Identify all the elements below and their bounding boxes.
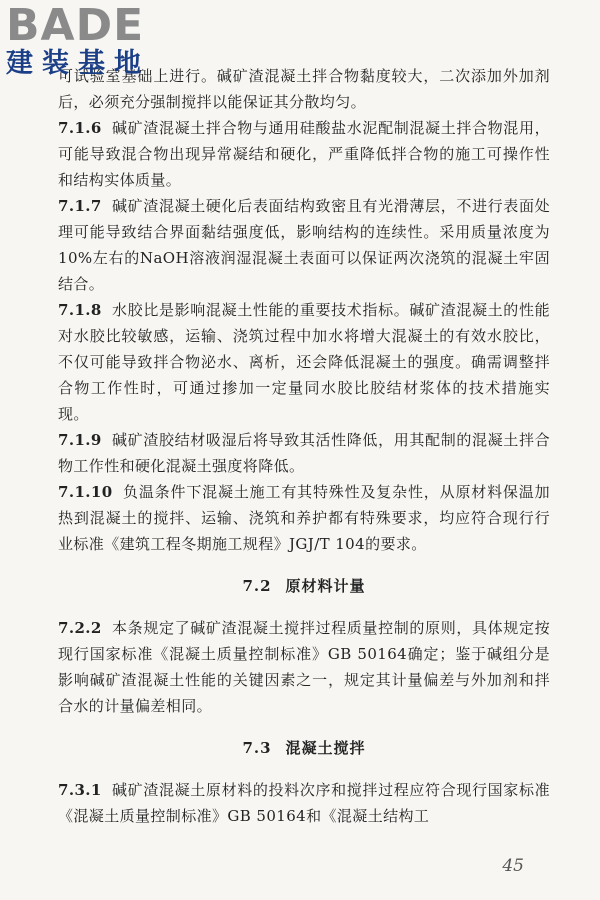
clause-number: 7.3.1 [58, 781, 102, 799]
clause-number: 7.1.8 [58, 301, 102, 319]
clause-number: 7.2.2 [58, 619, 102, 637]
page-number: 45 [502, 856, 524, 876]
clause-number: 7.1.6 [58, 119, 102, 137]
section-title: 混凝土搅拌 [285, 739, 366, 757]
paragraph-text: 可试验室基础上进行。碱矿渣混凝土拌合物黏度较大，二次添加外加剂后，必须充分强制搅拌以能保证其分散均匀。 [58, 67, 550, 111]
watermark-logo-text: BADE [6, 0, 145, 51]
clause-7-1-10 [58, 479, 550, 557]
section-heading-7-3 [58, 735, 550, 761]
clause-7-3-1 [58, 777, 550, 829]
section-heading-7-2 [58, 573, 550, 599]
clause-text: 负温条件下混凝土施工有其特殊性及复杂性，从原材料保温加热到混凝土的搅拌、运输、浇筑和养护都有特殊要求，均应符合现行行业标准《建筑工程冬期施工规程》JGJ/T 104的要求。 [58, 483, 550, 553]
clause-number: 7.1.7 [58, 197, 102, 215]
clause-text: 碱矿渣混凝土硬化后表面结构致密且有光滑薄层，不进行表面处理可能导致结合界面黏结强度低，影响结构的连续性。采用质量浓度为10%左右的NaOH溶液润湿混凝土表面可以保证两次浇筑的混凝土牢固结合。 [58, 197, 550, 293]
clause-7-1-9 [58, 427, 550, 479]
clause-7-1-6 [58, 115, 550, 193]
clause-text: 水胶比是影响混凝土性能的重要技术指标。碱矿渣混凝土的性能对水胶比较敏感，运输、浇筑过程中加水将增大混凝土的有效水胶比，不仅可能导致拌合物泌水、离析，还会降低混凝土的强度。确需调整拌合物工作性时，可通过掺加一定量同水胶比胶结材浆体的技术措施实现。 [58, 301, 550, 423]
section-number: 7.3 [242, 739, 272, 757]
clause-7-2-2 [58, 615, 550, 719]
clause-text: 本条规定了碱矿渣混凝土搅拌过程质量控制的原则，具体规定按现行国家标准《混凝土质量控制标准》GB 50164确定；鉴于碱组分是影响碱矿渣混凝土性能的关键因素之一，规定其计量偏差与外加剂和拌合水的计量偏差相同。 [58, 619, 550, 715]
clause-text: 碱矿渣混凝土原材料的投料次序和搅拌过程应符合现行国家标准《混凝土质量控制标准》GB 50164和《混凝土结构工 [58, 781, 550, 825]
clause-7-1-8 [58, 297, 550, 427]
clause-text: 碱矿渣混凝土拌合物与通用硅酸盐水泥配制混凝土拌合物混用，可能导致混合物出现异常凝结和硬化，严重降低拌合物的施工可操作性和结构实体质量。 [58, 119, 550, 189]
section-number: 7.2 [242, 577, 272, 595]
document-page [58, 63, 550, 829]
clause-text: 碱矿渣胶结材吸湿后将导致其活性降低，用其配制的混凝土拌合物工作性和硬化混凝土强度将降低。 [58, 431, 550, 475]
clause-number: 7.1.10 [58, 483, 113, 501]
watermark-subtitle: 建装基地 [6, 48, 150, 79]
watermark-logo [6, 0, 150, 79]
section-title: 原材料计量 [285, 577, 366, 595]
clause-7-1-7 [58, 193, 550, 297]
clause-number: 7.1.9 [58, 431, 102, 449]
